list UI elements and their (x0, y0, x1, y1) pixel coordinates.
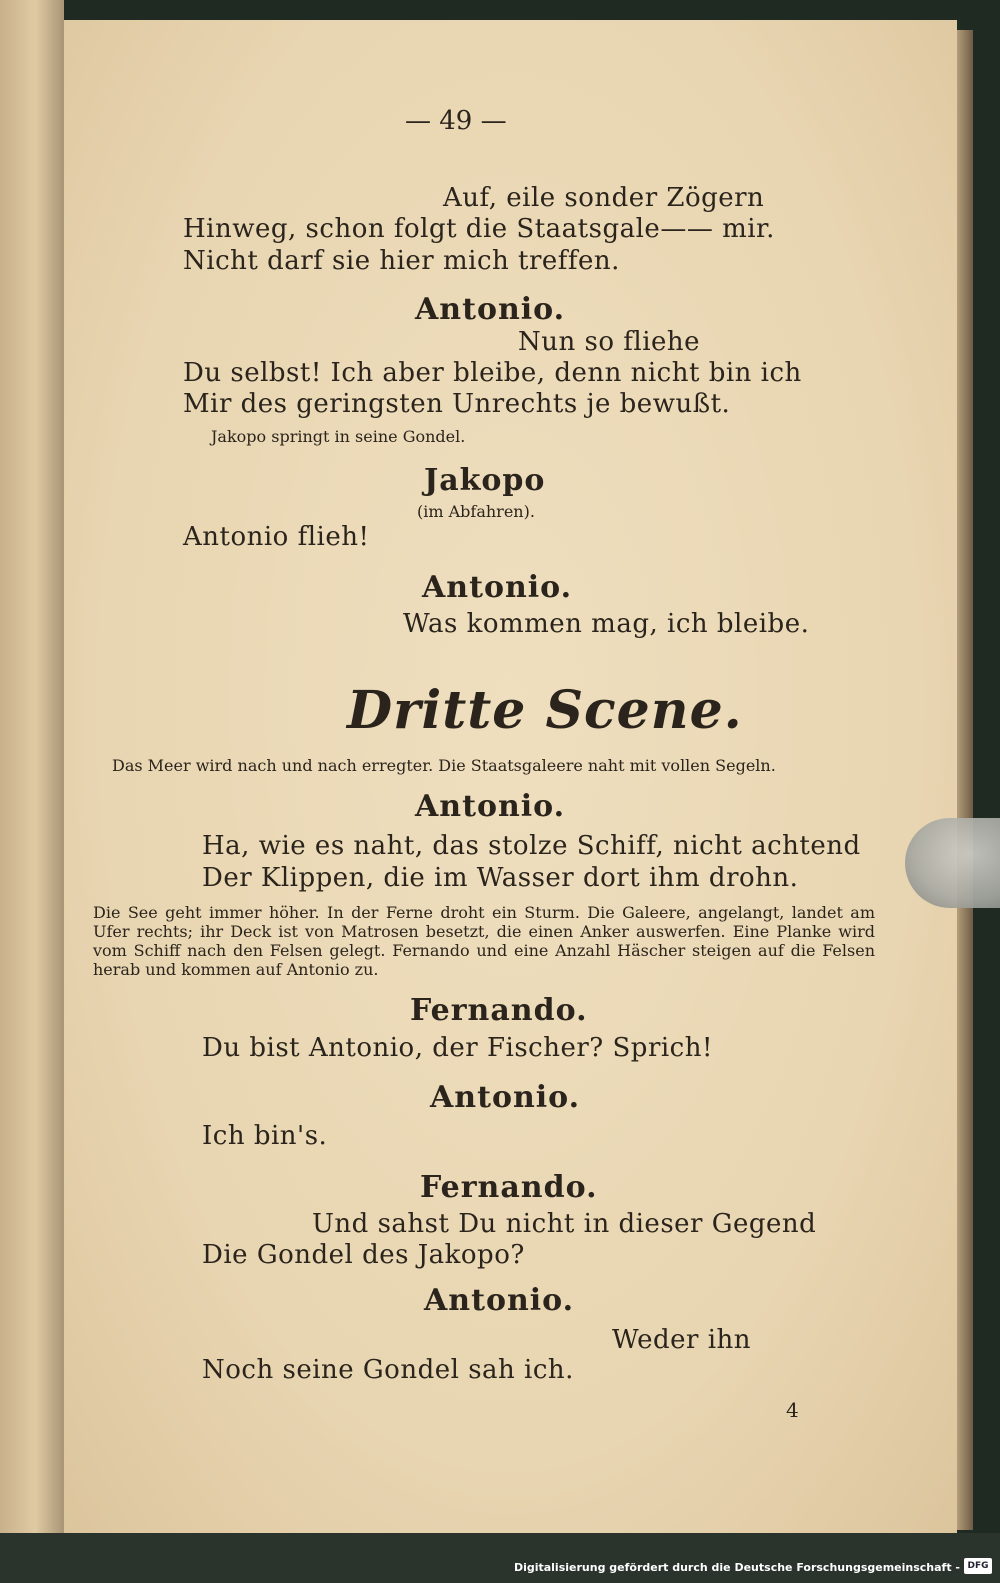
signature-mark: 4 (786, 1398, 799, 1422)
verse-line: Nicht darf sie hier mich treffen. (183, 246, 620, 276)
speaker-name: Fernando. (410, 993, 588, 1028)
speaker-name: Antonio. (415, 789, 566, 824)
stage-direction-block: Die See geht immer höher. In der Ferne droht ein Sturm. Die Galeere, angelangt, landet am Ufer rechts; ihr Deck ist von Matrosen besetzt, die einen Anker auswerfen. Eine Planke wird vom Schiff nach den Felsen gelegt. Fernando und eine Anzahl Häscher steigen auf die Felsen herab und kommen auf Antonio zu. (93, 903, 875, 979)
verse-line: Auf, eile sonder Zögern (443, 183, 765, 213)
speaker-name: Jakopo (424, 463, 546, 498)
scene-title: Dritte Scene. (347, 680, 743, 741)
verse-line: Der Klippen, die im Wasser dort ihm drohn. (202, 863, 799, 893)
thumb-shadow (905, 818, 1000, 908)
verse-line: Antonio flieh! (183, 522, 370, 552)
verse-line: Die Gondel des Jakopo? (202, 1240, 525, 1270)
page-number: — 49 — (405, 106, 507, 136)
stage-direction: Jakopo springt in seine Gondel. (211, 427, 466, 446)
speaker-name: Antonio. (424, 1283, 575, 1318)
dfg-logo: DFG (964, 1558, 992, 1574)
verse-line: Nun so fliehe (518, 327, 701, 357)
verse-line: Was kommen mag, ich bleibe. (403, 609, 810, 639)
verse-line: Und sahst Du nicht in dieser Gegend (312, 1209, 817, 1239)
speaker-name: Antonio. (422, 570, 573, 605)
book-spine (0, 0, 64, 1533)
verse-line: Du bist Antonio, der Fischer? Sprich! (202, 1033, 713, 1063)
stage-direction: Das Meer wird nach und nach erregter. Die Staatsgaleere naht mit vollen Segeln. (112, 756, 776, 775)
verse-line: Weder ihn (612, 1325, 752, 1355)
verse-line: Mir des geringsten Unrechts je bewußt. (183, 389, 731, 419)
verse-line: Du selbst! Ich aber bleibe, denn nicht bin ich (183, 358, 802, 388)
verse-line: Noch seine Gondel sah ich. (202, 1355, 574, 1385)
digitization-credit: Digitalisierung gefördert durch die Deutsche Forschungsgemeinschaft - (513, 1561, 960, 1574)
verse-line: Hinweg, schon folgt die Staatsgale—— mir. (183, 214, 775, 244)
speaker-name: Fernando. (420, 1170, 598, 1205)
stage-direction: (im Abfahren). (417, 502, 535, 521)
speaker-name: Antonio. (415, 292, 566, 327)
page-edge (957, 30, 973, 1530)
speaker-name: Antonio. (430, 1080, 581, 1115)
verse-line: Ich bin's. (202, 1121, 328, 1151)
footer-strip (0, 1533, 1000, 1583)
verse-line: Ha, wie es naht, das stolze Schiff, nicht achtend (202, 831, 861, 861)
